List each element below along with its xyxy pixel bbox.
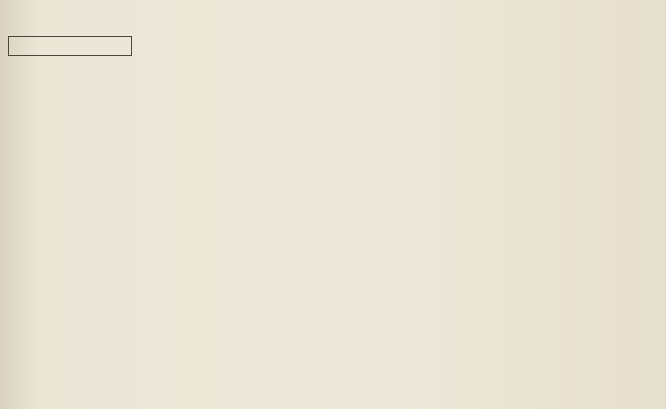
- summary-table: [8, 36, 658, 56]
- unit-column-header: [9, 37, 132, 56]
